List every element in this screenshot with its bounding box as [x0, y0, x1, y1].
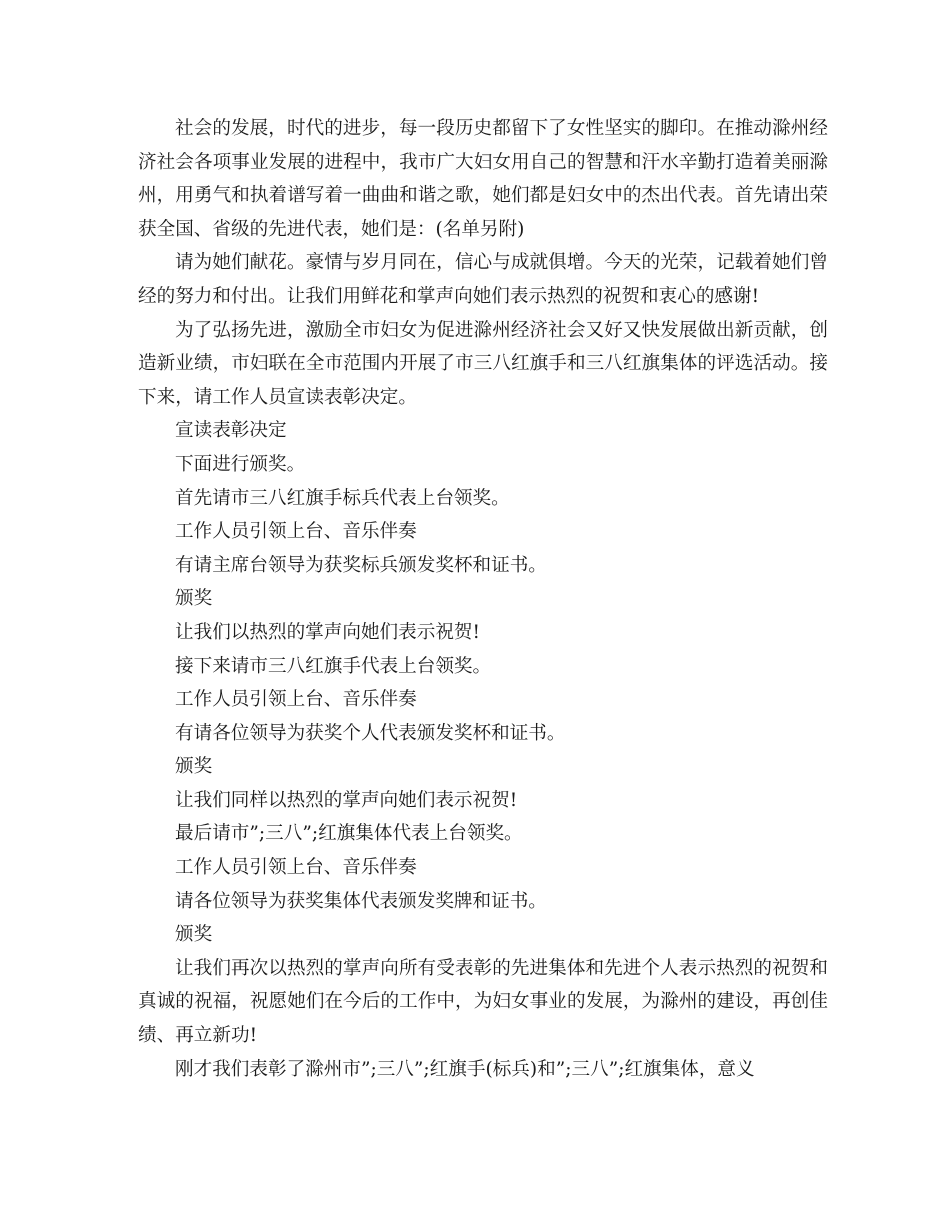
text-line: 工作人员引领上台、音乐伴奏 — [175, 689, 417, 711]
text-line: 最后请市”;三八”;红旗集体代表上台领奖。 — [175, 823, 523, 845]
text-line: 颁奖 — [175, 588, 213, 610]
text-line: 颁奖 — [175, 756, 213, 778]
text-line: 首先请市三八红旗手标兵代表上台领奖。 — [175, 487, 510, 509]
document-body — [138, 112, 828, 1086]
text-line: 有请主席台领导为获奖标兵颁发奖杯和证书。 — [175, 554, 547, 576]
text-line: 下面进行颁奖。 — [175, 453, 306, 475]
paragraph: 让我们再次以热烈的掌声向所有受表彰的先进集体和先进个人表示热烈的祝贺和真诚的祝福，祝愿她们在今后的工作中，为妇女事业的发展，为滁州的建设，再创佳绩、再立新功! — [138, 957, 828, 1047]
text-line: 请各位领导为获奖集体代表颁发奖牌和证书。 — [175, 890, 547, 912]
text-line: 宣读表彰决定 — [175, 420, 287, 442]
text-line: 接下来请市三八红旗手代表上台领奖。 — [175, 655, 492, 677]
paragraph: 刚才我们表彰了滁州市”;三八”;红旗手(标兵)和”;三八”;红旗集体，意义 — [175, 1058, 755, 1080]
text-line: 工作人员引领上台、音乐伴奏 — [175, 521, 417, 543]
paragraph: 请为她们献花。豪情与岁月同在，信心与成就俱增。今天的光荣，记载着她们曾经的努力和付出。让我们用鲜花和掌声向她们表示热烈的祝贺和衷心的感谢! — [138, 252, 828, 307]
text-line: 有请各位领导为获奖个人代表颁发奖杯和证书。 — [175, 722, 566, 744]
text-line: 颁奖 — [175, 924, 213, 946]
text-line: 工作人员引领上台、音乐伴奏 — [175, 857, 417, 879]
text-line: 让我们同样以热烈的掌声向她们表示祝贺! — [175, 789, 518, 811]
paragraph: 社会的发展，时代的进步，每一段历史都留下了女性坚实的脚印。在推动滁州经济社会各项事业发展的进程中，我市广大妇女用自己的智慧和汗水辛勤打造着美丽滁州，用勇气和执着谱写着一曲曲和谐之歌，她们都是妇女中的杰出代表。首先请出荣获全国、省级的先进代表，她们是：(名单另附) — [138, 118, 828, 240]
text-line: 让我们以热烈的掌声向她们表示祝贺! — [175, 621, 480, 643]
paragraph: 为了弘扬先进，激励全市妇女为促进滁州经济社会又好又快发展做出新贡献，创造新业绩，市妇联在全市范围内开展了市三八红旗手和三八红旗集体的评选活动。接下来，请工作人员宣读表彰决定。 — [138, 319, 828, 408]
